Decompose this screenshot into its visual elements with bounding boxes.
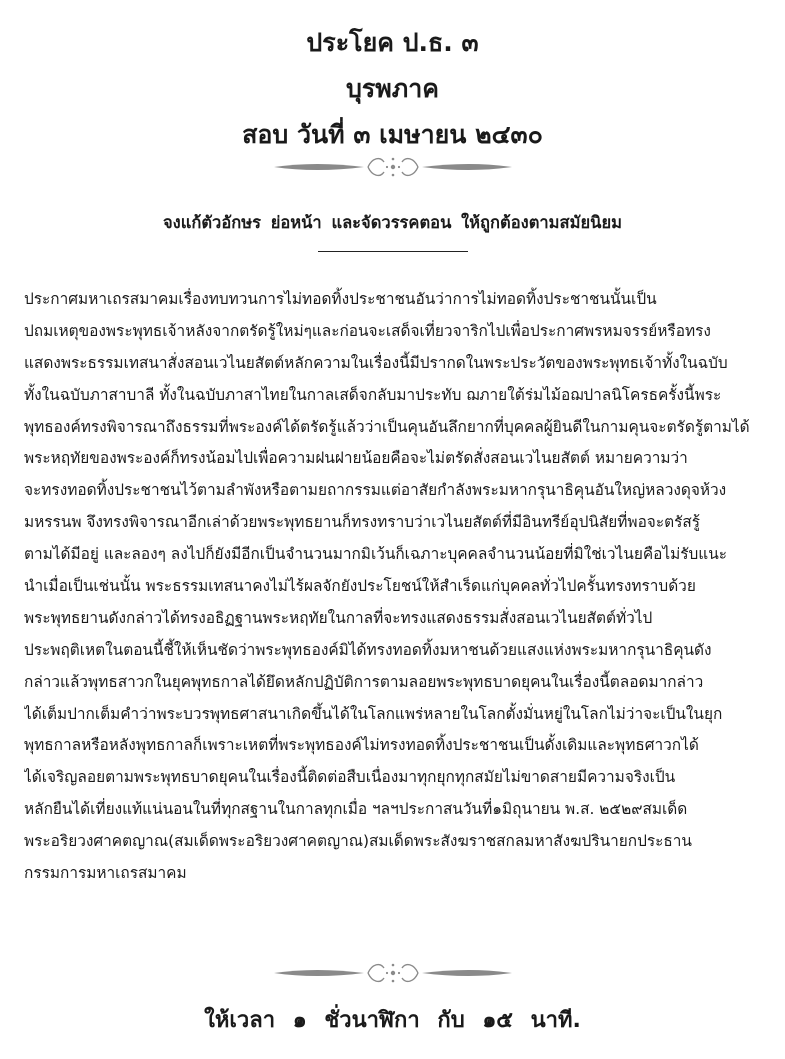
exam-passage [24, 284, 764, 890]
passage-line: กล่าวแล้วพุทธสาวกในยุคพุทธกาลได้ยึดหลักปฏิบัติการตามลอยพระพุทธบาดยุคนในเรื่องนี้ตลอดมากล่าว [24, 672, 704, 691]
passage-line: ประกาศมหาเถรสมาคมเรื่องทบทวนการไม่ทอดทิ้งประชาชนอันว่าการไม่ทอดทิ้งประชาชนนั้นเป็น [24, 290, 657, 308]
passage-line: พุทธกาลหรือหลังพุทธกาลก็เพราะเหตที่พระพุทธองค์ไม่ทรงทอดทิ้งประชาชนเป็นดั้งเดิมและพุทธศาวกได้ [24, 736, 699, 755]
passage-line: กรรมการมหาเถรสมาคม [24, 864, 187, 883]
passage-line: ตามได้มีอยู่ และลองๆ ลงไปก็ยังมีอีกเป็นจำนวนมากมิเว้นก็เฉภาะบุคคลจำนวนน้อยที่มิใช่เวไนยคือไม่รับแนะ [24, 545, 728, 564]
passage-line: หลักยืนได้เที่ยงแท้แน่นอนในที่ทุกสฐานในกาลทุกเมื่อ ฯลฯประกาสนวันที่๑มิถุนายน พ.ส. ๒๕๒๙สมเด็ด [24, 800, 688, 819]
passage-line: ปถมเหตุของพระพุทธเจ้าหลังจากตรัดรู้ใหม่ๆและก่อนจะเสด็จเที่ยวจาริกไปเพื่อประกาศพรหมจรรย์หรือทรง [24, 321, 711, 340]
passage-line: นำเมื่อเป็นเช่นนั้น พระธรรมเทสนาคงไม่ไร้ผลจักยังประโยชน์ให้สำเร็ดแก่บุคคลทั่วไปครั้นทรงทราบด้วย [24, 577, 696, 596]
passage-line: ประพฤติเหตในตอนนี้ชี้ให้เห็นชัดว่าพระพุทธองค์มิได้ทรงทอดทิ้งมหาชนด้วยแสงแห่งพระมหากรุนาธิคุนดัง [24, 640, 712, 659]
passage-line: พุทธองค์ทรงพิจารณาถึงธรรมที่พระองค์ได้ตรัดรู้แล้วว่าเป็นคุนอันลึกยากที่บุคคลผู้ยินดีในกามคุนจะตรัดรู้ตามได้ [24, 417, 750, 436]
passage-line: มหรรนพ จึงทรงพิจารณาอีกเล่าด้วยพระพุทธยานก็ทรงทราบว่าเวไนยสัตต์ที่มีอินทรีย์อุปนิสัยที่พอจะตรัสรู้ [24, 513, 701, 532]
passage-line: ทั้งในฉบับภาสาบาลี ทั้งในฉบับภาสาไทยในกาลเสด็จกลับมาประทับ ฌภายใต้ร่มไม้อฌปาลนิโครธครั้งนี้พระ [24, 385, 722, 404]
instruction-heading: จงแก้ตัวอักษร ย่อหน้า และจัดวรรคตอน ให้ถูกต้องตามสมัยนิยม [162, 213, 622, 232]
time-allowed: ให้เวลา ๑ ชั่วนาฬิกา กับ ๑๕ นาที. [204, 1008, 581, 1033]
passage-line: พระหฤทัยของพระองค์ก็ทรงน้อมไปเพื่อความฝนฝายน้อยคือจะไม่ตรัดสั่งสอนเวไนยสัตต์ หมายความว่า [24, 449, 688, 468]
passage-line: พระพุทธยานดังกล่าวได้ทรงอธิฏฐานพระหฤทัยในกาลที่จะทรงแสดงธรรมสั่งสอนเวไนยสัตต์ทั่วไป [24, 608, 653, 627]
passage-line: จะทรงทอดทิ้งประชาชนไว้ตามลำพังหรือตามยถากรรมแต่อาสัยกำลังพระมหากรุนาธิคุนอันใหญ่หลวงดุจห้วง [24, 481, 727, 500]
exam-title: ประโยค ป.ธ. ๓ [306, 28, 479, 57]
passage-line: ได้เต็มปากเต็มคำว่าพระบวรพุทธศาสนาเกิดขึ้นได้ในโลกแพร่หลายในโลกตั้งมั่นหยู่ในโลกไม่ว่าจะเป็นในยุก [24, 704, 723, 723]
passage-line: พระอริยวงศาคตญาณ(สมเด็ดพระอริยวงศาคตญาณ)สมเด็ดพระสังฆราชสกลมหาสังฆปรินายกประธาน [24, 832, 692, 851]
ornament-divider-bottom [272, 958, 514, 988]
exam-date: สอบ วันที่ ๓ เมษายน ๒๔๓๐ [242, 120, 543, 149]
passage-line: ได้เจริญลอยตามพระพุทธบาดยุคนในเรื่องนี้ติดต่อสืบเนื่องมาทุกยุกทุกสมัยไม่ขาดสายมีความจริงเป็น [24, 768, 676, 787]
passage-line: แสดงพระธรรมเทสนาสั่งสอนเวไนยสัตต์หลักความในเรื่องนี้มีปรากดในพระประวัตของพระพุทธเจ้าทั้งในฉบับ [24, 353, 728, 372]
section-title: บุรพภาค [345, 74, 440, 103]
heading-underline [318, 251, 468, 252]
ornament-divider-top [272, 152, 514, 182]
